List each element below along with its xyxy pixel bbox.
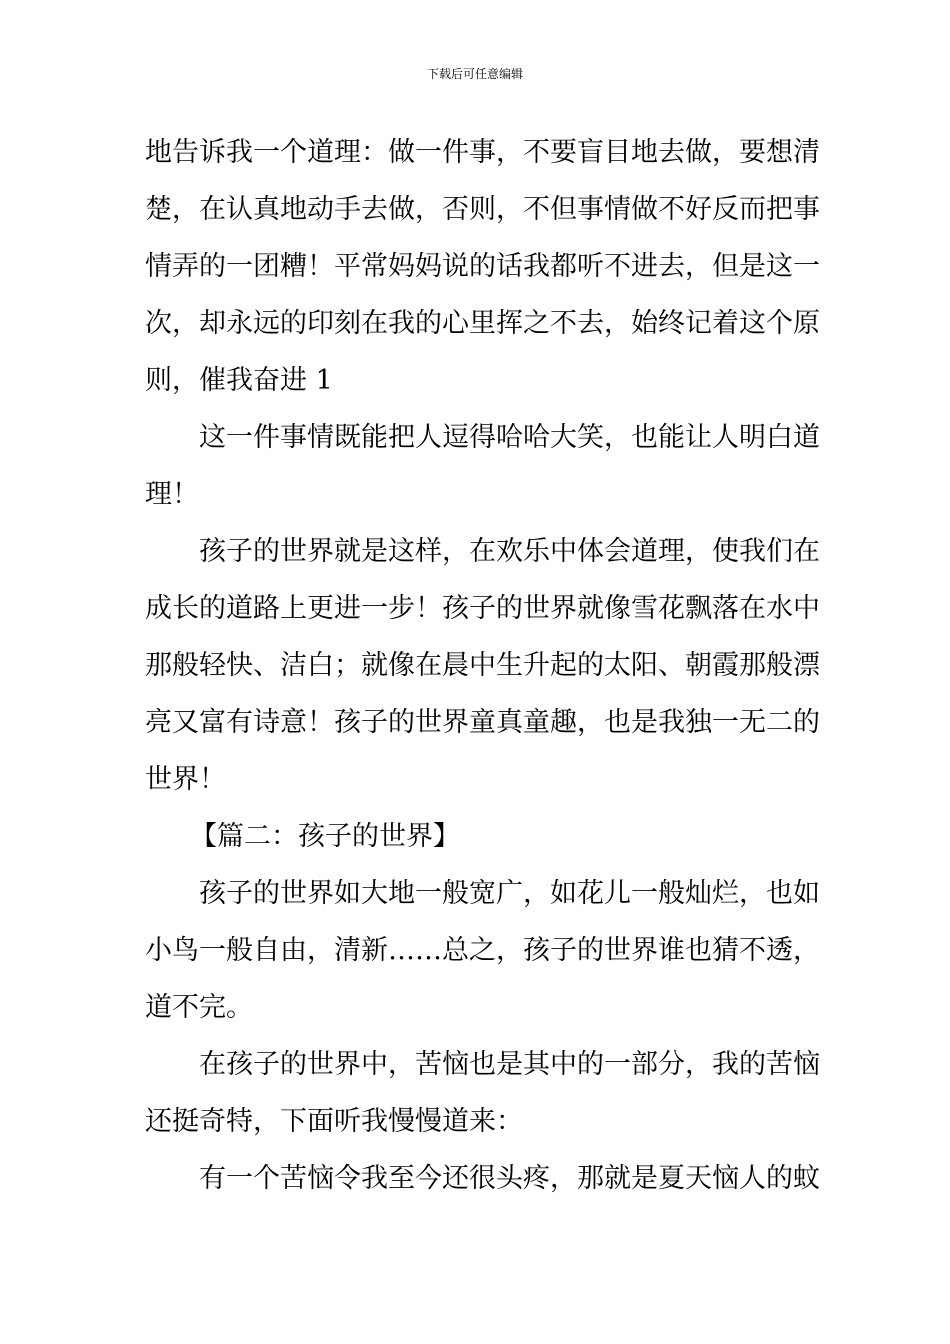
text-line: 次，却永远的印刻在我的心里挥之不去，始终记着这个原 <box>145 308 820 339</box>
text-line: 地告诉我一个道理：做一件事，不要盲目地去做，要想清 <box>145 137 820 168</box>
text-line: 成长的道路上更进一步！孩子的世界就像雪花飘落在水中 <box>145 593 820 624</box>
page-header: 下载后可任意编辑 <box>426 67 523 81</box>
text-line: 理！ <box>145 479 199 510</box>
text-line: 小鸟一般自由，清新……总之，孩子的世界谁也猜不透， <box>145 935 820 966</box>
text-line: 世界！ <box>145 764 226 795</box>
text-line: 楚，在认真地动手去做，否则，不但事情做不好反而把事 <box>145 194 820 225</box>
text-line: 道不完。 <box>145 992 253 1023</box>
paragraph-start-line: 有一个苦恼令我至今还很头疼，那就是夏天恼人的蚊 <box>199 1163 820 1194</box>
paragraph-start-line: 在孩子的世界中，苦恼也是其中的一部分，我的苦恼 <box>199 1049 820 1080</box>
paragraph-start-line: 孩子的世界如大地一般宽广，如花儿一般灿烂，也如 <box>199 878 820 909</box>
text-line: 亮又富有诗意！孩子的世界童真童趣，也是我独一无二的 <box>145 707 820 738</box>
text-line: 还挺奇特，下面听我慢慢道来： <box>145 1106 523 1137</box>
section-heading: 【篇二：孩子的世界】 <box>190 821 460 852</box>
paragraph-start-line: 孩子的世界就是这样，在欢乐中体会道理，使我们在 <box>199 536 820 567</box>
document-body <box>145 124 820 1207</box>
paragraph-start-line: 这一件事情既能把人逗得哈哈大笑，也能让人明白道 <box>199 422 820 453</box>
text-line: 情弄的一团糟！平常妈妈说的话我都听不进去，但是这一 <box>145 251 820 282</box>
text-line: 则，催我奋进 1 <box>145 365 333 396</box>
text-line: 那般轻快、洁白；就像在晨中生升起的太阳、朝霞那般漂 <box>145 650 820 681</box>
